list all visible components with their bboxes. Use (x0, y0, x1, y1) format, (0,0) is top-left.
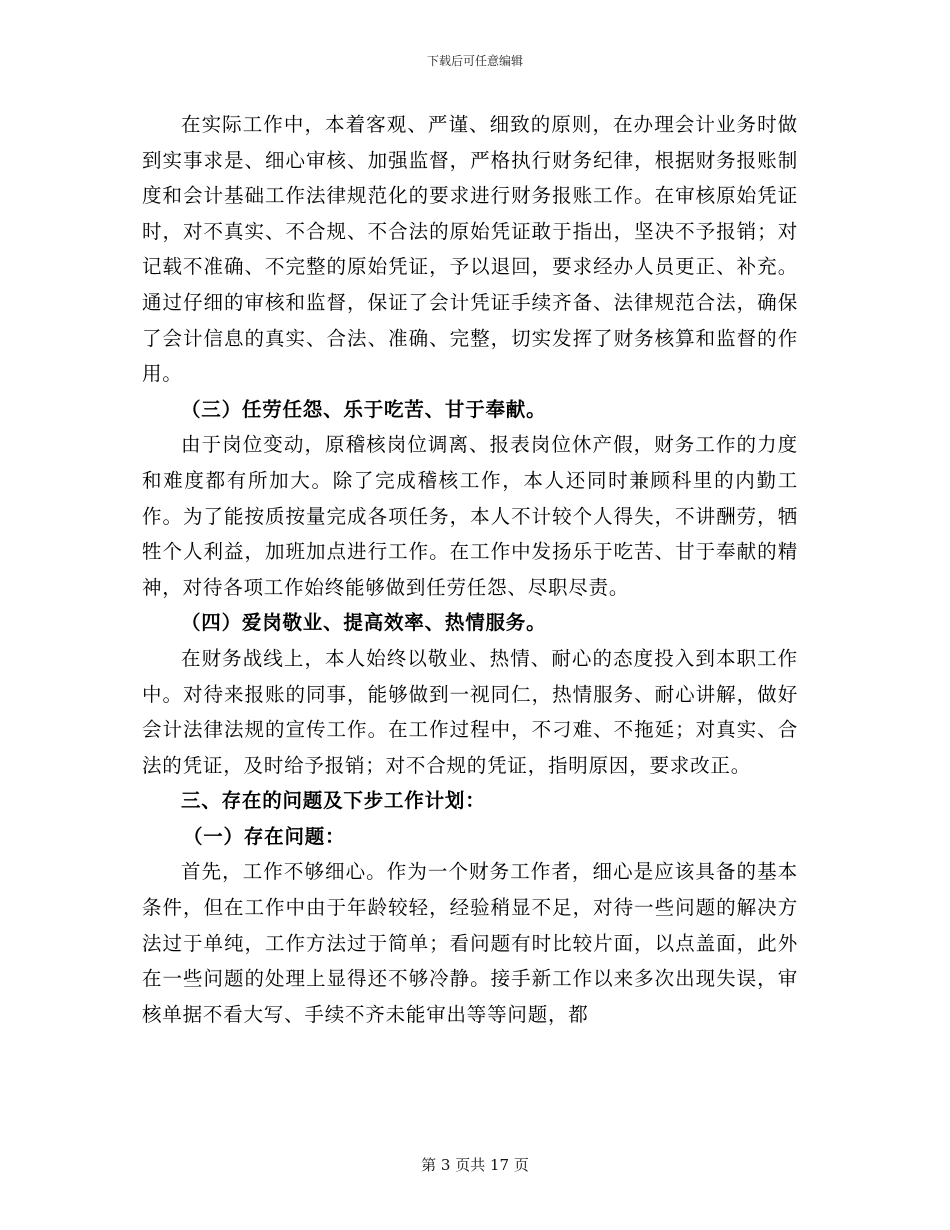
paragraph-extra-duties: 由于岗位变动，原稽核岗位调离、报表岗位休产假，财务工作的力度和难度都有所加大。除了完成稽核工作，本人还同时兼顾科里的内勤工作。为了能按质按量完成各项任务，本人不计较个人得失，不讲酬劳，牺牲个人利益，加班加点进行工作。在工作中发扬乐于吃苦、甘于奉献的精神，对待各项工作始终能够做到任劳任怨、尽职尽责。 (142, 433, 798, 599)
document-body (142, 107, 798, 1032)
heading-hardworking: （三）任劳任怨、乐于吃苦、甘于奉献。 (181, 397, 547, 421)
page-header: 下载后可任意编辑 (426, 54, 523, 68)
heading-problems-and-plans: 三、存在的问题及下步工作计划： (181, 789, 486, 813)
paragraph-review-principles: 在实际工作中，本着客观、严谨、细致的原则，在办理会计业务时做到实事求是、细心审核、加强监督，严格执行财务纪律，根据财务报账制度和会计基础工作法律规范化的要求进行财务报账工作。在审核原始凭证时，对不真实、不合规、不合法的原始凭证敢于指出，坚决不予报销；对记载不准确、不完整的原始凭证，予以退回，要求经办人员更正、补充。通过仔细的审核和监督，保证了会计凭证手续齐备、法律规范合法，确保了会计信息的真实、合法、准确、完整，切实发挥了财务核算和监督的作用。 (142, 113, 798, 386)
heading-existing-problems: （一）存在问题： (182, 824, 346, 848)
paragraph-not-careful-enough: 首先，工作不够细心。作为一个财务工作者，细心是应该具备的基本条件，但在工作中由于年龄较轻，经验稍显不足，对待一些问题的解决方法过于单纯，工作方法过于简单；看问题有时比较片面，以点盖面，此外在一些问题的处理上显得还不够冷静。接手新工作以来多次出现失误，审核单据不看大写、手续不齐未能审出等等问题，都 (142, 860, 798, 1026)
paragraph-service-attitude: 在财务战线上，本人始终以敬业、热情、耐心的态度投入到本职工作中。对待来报账的同事，能够做到一视同仁，热情服务、耐心讲解，做好会计法律法规的宣传工作。在工作过程中，不刁难、不拖延；对真实、合法的凭证，及时给予报销；对不合规的凭证，指明原因，要求改正。 (142, 646, 798, 777)
heading-dedication: （四）爱岗敬业、提高效率、热情服务。 (181, 611, 547, 635)
page-number: 第 3 页共 17 页 (421, 1156, 529, 1174)
